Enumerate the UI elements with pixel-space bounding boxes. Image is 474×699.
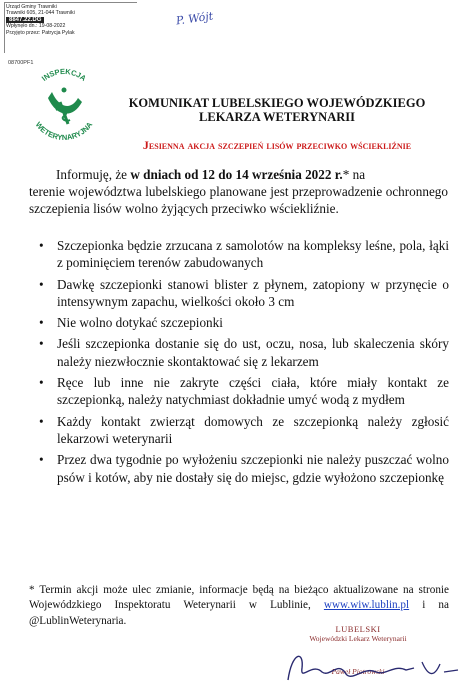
intro-dates: w dniach od 12 do 14 września 2022 r. <box>130 167 343 182</box>
document-title <box>110 96 444 124</box>
stamp-office: Urząd Gminy Trawniki <box>6 4 57 10</box>
intro-first-line <box>56 166 448 183</box>
inspectorate-website-link[interactable]: www.wiw.lublin.pl <box>323 599 410 612</box>
list-item: • Każdy kontakt zwierząt domowych ze szczepionką należy zgłosić lekarzowi weterynarii <box>39 413 449 446</box>
intro-lead: Informuję, że <box>56 167 131 182</box>
document-subtitle: Jesienna akcja szczepień lisów przeciwko wściekliźnie <box>142 138 412 152</box>
bullet-icon: • <box>39 238 44 253</box>
title-line-2: LEKARZA WETERYNARII <box>199 110 355 124</box>
list-item: • Przez dwa tygodnie po wyłożeniu szczepionki nie należy puszczać wolno psów i kotów, aby nie dostały się do miejsc, gdzie wyłożono szczepionkę <box>39 452 449 485</box>
stamp-role: Wojewódzki Lekarz Weterynarii <box>309 634 407 643</box>
bullet-icon: • <box>39 375 44 391</box>
list-item: • Ręce lub inne nie zakryte części ciała, które miały kontakt ze szczepionką, należy natychmiast dokładnie umyć wodą z mydłem <box>39 375 449 408</box>
list-item: • Jeśli szczepionka dostanie się do ust, oczu, nosa, lub skaleczenia skóry należy niezwłocznie skontaktować się z lekarzem <box>39 336 449 369</box>
registry-stamp <box>6 4 136 36</box>
intro-star: * <box>342 167 350 182</box>
stamp-address: Trawniki 605, 21-044 Trawniki <box>6 10 75 17</box>
caduceus-icon <box>48 88 82 125</box>
stamp-name: Paweł Piotrowski <box>331 667 385 676</box>
list-item: • Szczepionka będzie zrzucana z samolotów na kompleksy leśne, pola, łąki z pominięciem terenów zabudowanych <box>39 238 449 271</box>
stamp-accepted: Przyjęto przez: Patrycja Pylak <box>6 29 75 36</box>
intro-paragraph: terenie województwa lubelskiego planowane jest przeprowadzenie ochronnego szczepienia lisów wolno żyjących przeciwko wściekliźnie. <box>29 184 448 217</box>
intro-rest-first: na <box>349 167 366 182</box>
logo-top-text: INSPEKCJA <box>39 66 88 83</box>
stamp-title: LUBELSKI <box>335 624 381 634</box>
handwritten-signature <box>282 642 462 692</box>
stamp-code: 08700PF1 <box>8 60 34 66</box>
list-item: • Dawkę szczepionki stanowi blister z płynem, zatopiony w przynęcie o intensywnym zapachu, wielkości około 3 cm <box>39 276 449 309</box>
veterinary-inspection-logo <box>22 62 106 144</box>
footnote-end: i na @LublinWeterynaria. <box>29 599 449 627</box>
safety-instructions-list <box>29 237 449 490</box>
footnote <box>29 583 449 629</box>
list-item: • Nie wolno dotykać szczepionki <box>39 315 223 331</box>
title-line-1: KOMUNIKAT LUBELSKIEGO WOJEWÓDZKIEGO <box>128 96 426 110</box>
footnote-text: * Termin akcji może ulec zmianie, informacje będą na bieżąco aktualizowane na stronie Wojewódzkiego Inspektoratu Weterynarii w Lublinie, <box>29 584 449 612</box>
bullet-icon: • <box>39 315 44 331</box>
bullet-icon: • <box>39 336 44 352</box>
bullet-icon: • <box>39 452 44 468</box>
stamp-number: 8847.22.DG <box>6 17 44 23</box>
bullet-icon: • <box>39 413 44 429</box>
handwritten-note: P. Wójt <box>175 9 214 28</box>
stamp-received: Wpłynęło dn.: 19-08-2022 <box>6 23 66 30</box>
bullet-icon: • <box>39 276 44 292</box>
logo-bottom-text: WETERYNARYJNA <box>33 120 95 143</box>
